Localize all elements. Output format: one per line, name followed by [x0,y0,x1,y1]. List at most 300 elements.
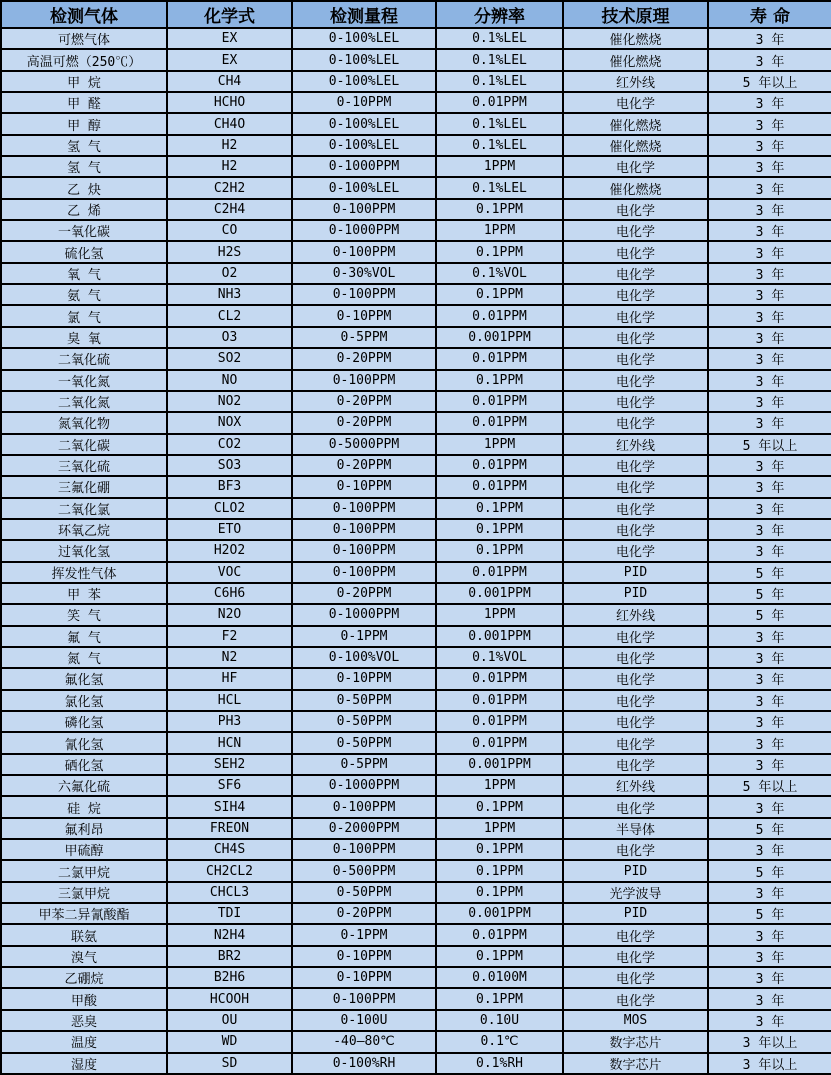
resolution-cell: 0.01PPM [436,412,563,433]
principle-cell: 电化学 [563,498,708,519]
table-row [1,498,831,519]
lifespan-cell: 3 年 [708,370,831,391]
gas-name-cell: 乙 炔 [1,177,167,198]
lifespan-cell: 3 年 [708,988,831,1009]
table-row [1,348,831,369]
formula-cell: HCL [167,690,292,711]
resolution-cell: 0.1PPM [436,860,563,881]
principle-cell: 催化燃烧 [563,177,708,198]
table-row [1,668,831,689]
resolution-cell: 0.01PPM [436,476,563,497]
formula-cell: BR2 [167,946,292,967]
lifespan-cell: 5 年以上 [708,71,831,92]
lifespan-cell: 3 年 [708,882,831,903]
table-row [1,113,831,134]
resolution-cell: 0.001PPM [436,903,563,924]
formula-cell: WD [167,1031,292,1052]
formula-cell: C2H2 [167,177,292,198]
range-cell: 0-100%LEL [292,113,436,134]
range-cell: -40—80℃ [292,1031,436,1052]
table-body [1,28,831,1074]
formula-cell: C2H4 [167,199,292,220]
lifespan-cell: 3 年 [708,284,831,305]
table-row [1,284,831,305]
resolution-cell: 0.1%LEL [436,135,563,156]
gas-name-cell: 氧 气 [1,263,167,284]
column-header-4: 技术原理 [563,1,708,28]
gas-name-cell: 六氟化硫 [1,775,167,796]
range-cell: 0-5000PPM [292,434,436,455]
table-row [1,860,831,881]
formula-cell: HF [167,668,292,689]
gas-name-cell: 氢 气 [1,135,167,156]
range-cell: 0-100PPM [292,988,436,1009]
resolution-cell: 0.1%LEL [436,28,563,49]
table-row [1,946,831,967]
range-cell: 0-1PPM [292,626,436,647]
resolution-cell: 0.1%LEL [436,49,563,70]
principle-cell: 红外线 [563,434,708,455]
lifespan-cell: 3 年 [708,1010,831,1031]
principle-cell: 电化学 [563,263,708,284]
gas-name-cell: 三氯甲烷 [1,882,167,903]
lifespan-cell: 3 年 [708,135,831,156]
resolution-cell: 0.01PPM [436,348,563,369]
gas-name-cell: 高温可燃（250℃） [1,49,167,70]
principle-cell: PID [563,562,708,583]
principle-cell: 电化学 [563,711,708,732]
table-row [1,818,831,839]
gas-name-cell: 臭 氧 [1,327,167,348]
table-row [1,455,831,476]
formula-cell: O2 [167,263,292,284]
resolution-cell: 0.1%LEL [436,177,563,198]
lifespan-cell: 3 年 [708,263,831,284]
lifespan-cell: 3 年 [708,412,831,433]
formula-cell: PH3 [167,711,292,732]
range-cell: 0-10PPM [292,668,436,689]
range-cell: 0-100PPM [292,241,436,262]
range-cell: 0-5PPM [292,327,436,348]
formula-cell: H2 [167,135,292,156]
resolution-cell: 0.10U [436,1010,563,1031]
gas-name-cell: 溴气 [1,946,167,967]
gas-name-cell: 硒化氢 [1,754,167,775]
table-row [1,626,831,647]
resolution-cell: 0.01PPM [436,690,563,711]
table-row [1,754,831,775]
resolution-cell: 0.01PPM [436,92,563,113]
resolution-cell: 0.001PPM [436,327,563,348]
principle-cell: 电化学 [563,476,708,497]
column-header-0: 检测气体 [1,1,167,28]
column-header-5: 寿 命 [708,1,831,28]
lifespan-cell: 3 年 [708,668,831,689]
table-row [1,839,831,860]
range-cell: 0-100%LEL [292,71,436,92]
lifespan-cell: 3 年 [708,711,831,732]
range-cell: 0-100%LEL [292,177,436,198]
lifespan-cell: 3 年 [708,540,831,561]
table-row [1,1010,831,1031]
resolution-cell: 0.1%LEL [436,71,563,92]
formula-cell: EX [167,28,292,49]
formula-cell: EX [167,49,292,70]
resolution-cell: 0.1PPM [436,796,563,817]
resolution-cell: 0.01PPM [436,391,563,412]
formula-cell: NO [167,370,292,391]
lifespan-cell: 3 年 [708,156,831,177]
table-row [1,775,831,796]
lifespan-cell: 3 年 [708,498,831,519]
principle-cell: 电化学 [563,327,708,348]
table-row [1,519,831,540]
principle-cell: 电化学 [563,519,708,540]
principle-cell: 光学波导 [563,882,708,903]
lifespan-cell: 3 年 [708,49,831,70]
range-cell: 0-100PPM [292,796,436,817]
principle-cell: 催化燃烧 [563,49,708,70]
range-cell: 0-10PPM [292,305,436,326]
principle-cell: 电化学 [563,284,708,305]
range-cell: 0-30%VOL [292,263,436,284]
resolution-cell: 1PPM [436,434,563,455]
resolution-cell: 0.1%RH [436,1053,563,1075]
resolution-cell: 0.1PPM [436,241,563,262]
principle-cell: 电化学 [563,690,708,711]
resolution-cell: 1PPM [436,775,563,796]
principle-cell: 电化学 [563,668,708,689]
gas-name-cell: 湿度 [1,1053,167,1075]
table-row [1,92,831,113]
range-cell: 0-100%VOL [292,647,436,668]
column-header-3: 分辨率 [436,1,563,28]
range-cell: 0-10PPM [292,967,436,988]
gas-name-cell: 甲 烷 [1,71,167,92]
resolution-cell: 0.001PPM [436,626,563,647]
resolution-cell: 0.1PPM [436,988,563,1009]
range-cell: 0-20PPM [292,391,436,412]
range-cell: 0-100PPM [292,498,436,519]
table-row [1,327,831,348]
gas-name-cell: 甲 醛 [1,92,167,113]
range-cell: 0-100%LEL [292,135,436,156]
principle-cell: 电化学 [563,946,708,967]
formula-cell: N2H4 [167,924,292,945]
principle-cell: 电化学 [563,988,708,1009]
table-row [1,562,831,583]
table-row [1,476,831,497]
range-cell: 0-100PPM [292,540,436,561]
range-cell: 0-100U [292,1010,436,1031]
lifespan-cell: 3 年 [708,177,831,198]
principle-cell: 电化学 [563,647,708,668]
principle-cell: 电化学 [563,796,708,817]
range-cell: 0-100PPM [292,370,436,391]
gas-name-cell: 氮氧化物 [1,412,167,433]
formula-cell: HCOOH [167,988,292,1009]
table-row [1,583,831,604]
principle-cell: 电化学 [563,220,708,241]
range-cell: 0-100PPM [292,519,436,540]
table-row [1,924,831,945]
gas-name-cell: 氟 气 [1,626,167,647]
resolution-cell: 0.1PPM [436,284,563,305]
gas-name-cell: 温度 [1,1031,167,1052]
header-row [1,1,831,28]
gas-name-cell: 乙 烯 [1,199,167,220]
lifespan-cell: 3 年 [708,199,831,220]
range-cell: 0-20PPM [292,903,436,924]
resolution-cell: 0.01PPM [436,305,563,326]
principle-cell: 红外线 [563,604,708,625]
lifespan-cell: 3 年 [708,839,831,860]
range-cell: 0-10PPM [292,946,436,967]
table-row [1,135,831,156]
gas-name-cell: 硅 烷 [1,796,167,817]
formula-cell: H2S [167,241,292,262]
resolution-cell: 0.1PPM [436,498,563,519]
column-header-2: 检测量程 [292,1,436,28]
range-cell: 0-100PPM [292,562,436,583]
lifespan-cell: 3 年 [708,113,831,134]
gas-name-cell: 氮 气 [1,647,167,668]
range-cell: 0-20PPM [292,455,436,476]
principle-cell: 催化燃烧 [563,28,708,49]
formula-cell: NO2 [167,391,292,412]
resolution-cell: 0.01PPM [436,924,563,945]
principle-cell: PID [563,903,708,924]
gas-name-cell: 二氧化碳 [1,434,167,455]
gas-name-cell: 乙硼烷 [1,967,167,988]
principle-cell: 电化学 [563,199,708,220]
formula-cell: CLO2 [167,498,292,519]
formula-cell: H2O2 [167,540,292,561]
range-cell: 0-10PPM [292,92,436,113]
lifespan-cell: 3 年 [708,967,831,988]
gas-name-cell: 甲硫醇 [1,839,167,860]
range-cell: 0-1PPM [292,924,436,945]
table-row [1,220,831,241]
resolution-cell: 0.1PPM [436,519,563,540]
lifespan-cell: 5 年以上 [708,775,831,796]
principle-cell: 电化学 [563,156,708,177]
table-row [1,1053,831,1075]
lifespan-cell: 3 年 [708,391,831,412]
principle-cell: 电化学 [563,754,708,775]
formula-cell: TDI [167,903,292,924]
resolution-cell: 0.1PPM [436,882,563,903]
resolution-cell: 0.001PPM [436,754,563,775]
formula-cell: N2 [167,647,292,668]
principle-cell: 电化学 [563,455,708,476]
formula-cell: BF3 [167,476,292,497]
principle-cell: PID [563,583,708,604]
formula-cell: CH2CL2 [167,860,292,881]
range-cell: 0-50PPM [292,882,436,903]
lifespan-cell: 3 年 [708,946,831,967]
table-row [1,988,831,1009]
formula-cell: NH3 [167,284,292,305]
gas-name-cell: 磷化氢 [1,711,167,732]
gas-name-cell: 氨 气 [1,284,167,305]
gas-name-cell: 三氟化硼 [1,476,167,497]
lifespan-cell: 3 年 [708,455,831,476]
formula-cell: CL2 [167,305,292,326]
formula-cell: SF6 [167,775,292,796]
resolution-cell: 0.1%LEL [436,113,563,134]
range-cell: 0-100PPM [292,199,436,220]
lifespan-cell: 5 年 [708,583,831,604]
range-cell: 0-100%LEL [292,49,436,70]
principle-cell: 电化学 [563,839,708,860]
resolution-cell: 1PPM [436,604,563,625]
principle-cell: 数字芯片 [563,1031,708,1052]
gas-name-cell: 氟化氢 [1,668,167,689]
gas-name-cell: 甲苯二异氰酸酯 [1,903,167,924]
table-row [1,1031,831,1052]
lifespan-cell: 3 年 [708,92,831,113]
table-row [1,71,831,92]
formula-cell: H2 [167,156,292,177]
gas-name-cell: 过氧化氢 [1,540,167,561]
range-cell: 0-20PPM [292,583,436,604]
resolution-cell: 0.1%VOL [436,263,563,284]
range-cell: 0-5PPM [292,754,436,775]
lifespan-cell: 3 年 [708,519,831,540]
resolution-cell: 0.1PPM [436,199,563,220]
gas-name-cell: 一氧化碳 [1,220,167,241]
gas-name-cell: 氯化氢 [1,690,167,711]
principle-cell: 半导体 [563,818,708,839]
table-row [1,540,831,561]
lifespan-cell: 3 年 [708,305,831,326]
gas-name-cell: 挥发性气体 [1,562,167,583]
gas-name-cell: 恶臭 [1,1010,167,1031]
range-cell: 0-50PPM [292,711,436,732]
gas-name-cell: 二氧化氮 [1,391,167,412]
table-row [1,156,831,177]
principle-cell: PID [563,860,708,881]
gas-name-cell: 二氧化氯 [1,498,167,519]
formula-cell: VOC [167,562,292,583]
formula-cell: SO2 [167,348,292,369]
table-row [1,391,831,412]
principle-cell: 数字芯片 [563,1053,708,1075]
table-row [1,305,831,326]
range-cell: 0-2000PPM [292,818,436,839]
resolution-cell: 0.01PPM [436,562,563,583]
range-cell: 0-1000PPM [292,156,436,177]
table-row [1,711,831,732]
principle-cell: 电化学 [563,92,708,113]
formula-cell: ETO [167,519,292,540]
principle-cell: 催化燃烧 [563,135,708,156]
range-cell: 0-100PPM [292,284,436,305]
range-cell: 0-500PPM [292,860,436,881]
principle-cell: MOS [563,1010,708,1031]
formula-cell: NOX [167,412,292,433]
gas-name-cell: 二氯甲烷 [1,860,167,881]
column-header-1: 化学式 [167,1,292,28]
lifespan-cell: 5 年 [708,604,831,625]
table-row [1,177,831,198]
gas-name-cell: 环氧乙烷 [1,519,167,540]
lifespan-cell: 5 年以上 [708,434,831,455]
range-cell: 0-100%LEL [292,28,436,49]
principle-cell: 电化学 [563,626,708,647]
range-cell: 0-1000PPM [292,775,436,796]
gas-name-cell: 氯 气 [1,305,167,326]
resolution-cell: 1PPM [436,818,563,839]
range-cell: 0-100PPM [292,839,436,860]
range-cell: 0-20PPM [292,412,436,433]
principle-cell: 电化学 [563,924,708,945]
formula-cell: SD [167,1053,292,1075]
table-row [1,690,831,711]
lifespan-cell: 5 年 [708,860,831,881]
resolution-cell: 0.1%VOL [436,647,563,668]
lifespan-cell: 3 年 [708,348,831,369]
gas-name-cell: 氢 气 [1,156,167,177]
lifespan-cell: 3 年 [708,754,831,775]
principle-cell: 电化学 [563,348,708,369]
principle-cell: 电化学 [563,540,708,561]
lifespan-cell: 3 年 [708,647,831,668]
table-row [1,28,831,49]
formula-cell: C6H6 [167,583,292,604]
formula-cell: FREON [167,818,292,839]
resolution-cell: 0.0100M [436,967,563,988]
resolution-cell: 0.1PPM [436,839,563,860]
formula-cell: CH4 [167,71,292,92]
table-row [1,370,831,391]
gas-name-cell: 硫化氢 [1,241,167,262]
resolution-cell: 0.01PPM [436,455,563,476]
range-cell: 0-50PPM [292,732,436,753]
lifespan-cell: 5 年 [708,903,831,924]
gas-name-cell: 一氧化氮 [1,370,167,391]
gas-name-cell: 氟利昂 [1,818,167,839]
principle-cell: 电化学 [563,241,708,262]
principle-cell: 电化学 [563,732,708,753]
table-row [1,199,831,220]
lifespan-cell: 3 年 [708,220,831,241]
range-cell: 0-10PPM [292,476,436,497]
resolution-cell: 1PPM [436,220,563,241]
resolution-cell: 0.1PPM [436,370,563,391]
gas-name-cell: 甲 醇 [1,113,167,134]
principle-cell: 催化燃烧 [563,113,708,134]
formula-cell: SEH2 [167,754,292,775]
principle-cell: 电化学 [563,305,708,326]
formula-cell: N2O [167,604,292,625]
formula-cell: CO2 [167,434,292,455]
gas-name-cell: 笑 气 [1,604,167,625]
table-row [1,882,831,903]
range-cell: 0-1000PPM [292,220,436,241]
formula-cell: CO [167,220,292,241]
lifespan-cell: 5 年 [708,818,831,839]
resolution-cell: 0.001PPM [436,583,563,604]
lifespan-cell: 3 年 [708,476,831,497]
gas-name-cell: 氰化氢 [1,732,167,753]
lifespan-cell: 3 年 [708,690,831,711]
gas-name-cell: 二氧化硫 [1,348,167,369]
lifespan-cell: 5 年 [708,562,831,583]
gas-name-cell: 甲 苯 [1,583,167,604]
formula-cell: HCN [167,732,292,753]
